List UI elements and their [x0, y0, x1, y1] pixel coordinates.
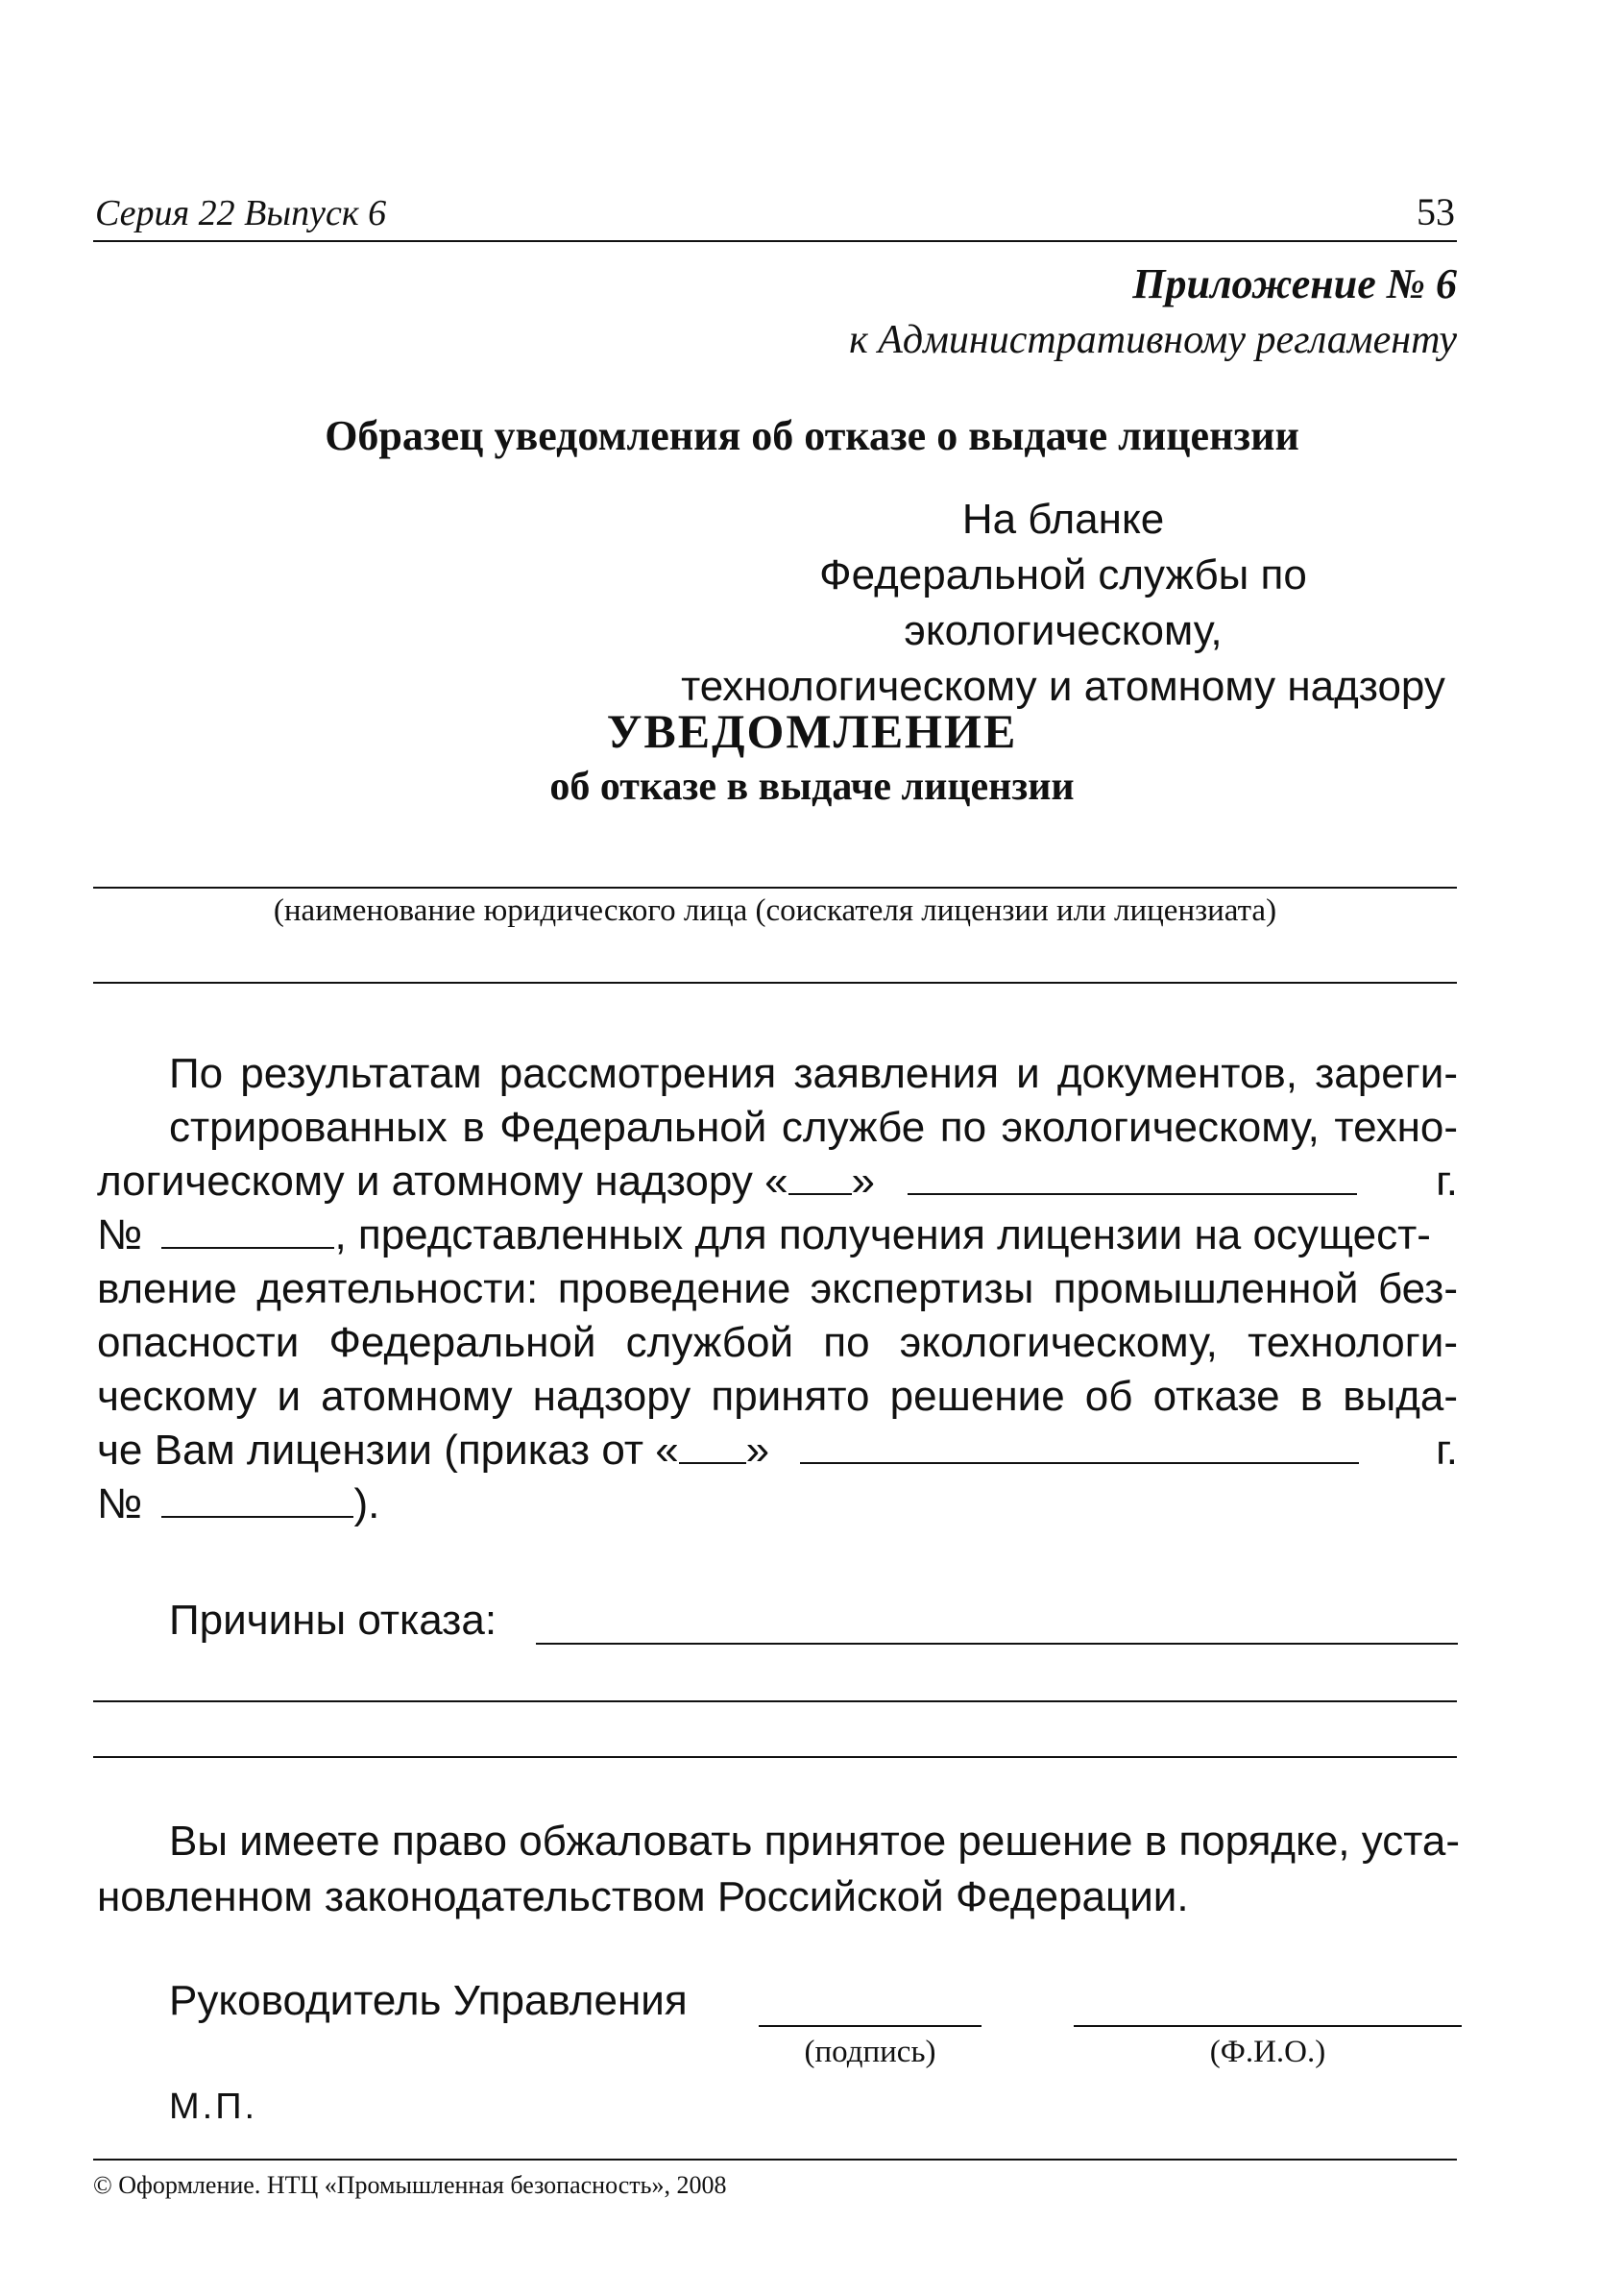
body-line: ческому и атомному надзору принято решение об отказе в выда- [97, 1373, 1458, 1420]
letterhead-line: На бланке [961, 496, 1165, 543]
name-caption: (Ф.И.О.) [1209, 2035, 1326, 2069]
notice-subtitle: об отказе в выдаче лицензии [549, 765, 1075, 809]
reasons-line [536, 1643, 1458, 1645]
letterhead-line: Федеральной службы по экологическому, [819, 551, 1307, 654]
body-paragraph [97, 1047, 1458, 1531]
date-day-blank [788, 1155, 852, 1195]
appeal-rights-paragraph [97, 1814, 1461, 1925]
body-line [97, 1477, 1458, 1531]
order-number-blank [161, 1477, 353, 1518]
appendix-title: Приложение № 6 [1132, 260, 1457, 307]
reasons-line [93, 1700, 1457, 1702]
body-line [97, 1155, 1458, 1209]
footer-rule [93, 2159, 1457, 2161]
body-text: логическому и атомному надзору « [97, 1158, 788, 1205]
signer-role: Руководитель Управления [169, 1977, 688, 2024]
stamp-place: М.П. [169, 2087, 258, 2127]
letterhead-note [669, 492, 1457, 715]
body-text: , представленных для получения лицензии на осущест- [334, 1211, 1431, 1258]
number-sign: № [97, 1211, 143, 1258]
body-line: стрированных в Федеральной службе по экологическому, техно- [169, 1104, 1458, 1151]
copyright: © Оформление. НТЦ «Промышленная безопасность», 2008 [93, 2171, 727, 2199]
registration-number-blank [161, 1209, 334, 1249]
page-number: 53 [1417, 190, 1455, 233]
body-text: » [745, 1427, 770, 1474]
reasons-line [93, 1756, 1457, 1758]
appendix-subtitle: к Административному регламенту [849, 318, 1457, 362]
org-name-line [93, 887, 1457, 889]
year-suffix: г. [1436, 1158, 1458, 1205]
body-text: » [851, 1158, 876, 1205]
letterhead-line: технологическому и атомному надзору [681, 663, 1445, 710]
signature-line [759, 2025, 982, 2027]
reasons-label: Причины отказа: [169, 1597, 497, 1644]
signature-caption: (подпись) [804, 2035, 936, 2069]
rights-line: новленном законодательством Российской Федерации. [97, 1873, 1189, 1920]
order-day-blank [679, 1424, 746, 1464]
rights-line: Вы имеете право обжаловать принятое решение в порядке, уста- [169, 1818, 1461, 1865]
running-header [93, 183, 1457, 242]
body-line: По результатам рассмотрения заявления и документов, зареги- [169, 1050, 1458, 1097]
year-suffix: г. [1436, 1427, 1458, 1474]
body-line: опасности Федеральной службой по экологическому, технологи- [97, 1319, 1458, 1366]
date-month-blank [908, 1155, 1357, 1195]
sample-title: Образец уведомления об отказе о выдаче лицензии [325, 412, 1299, 459]
body-line [97, 1209, 1458, 1262]
number-sign: № [97, 1480, 143, 1527]
org-name-caption: (наименование юридического лица (соискателя лицензии или лицензиата) [273, 893, 1277, 928]
body-text: че Вам лицензии (приказ от « [97, 1427, 679, 1474]
notice-title: УВЕДОМЛЕНИЕ [606, 704, 1018, 758]
body-line: вление деятельности: проведение экспертизы промышленной без- [97, 1265, 1458, 1312]
name-line [1074, 2025, 1462, 2027]
body-line [97, 1424, 1458, 1477]
body-text: ). [353, 1480, 380, 1527]
order-month-blank [800, 1424, 1359, 1464]
series-label: Серия 22 Выпуск 6 [95, 193, 387, 233]
org-name-line-2 [93, 982, 1457, 984]
